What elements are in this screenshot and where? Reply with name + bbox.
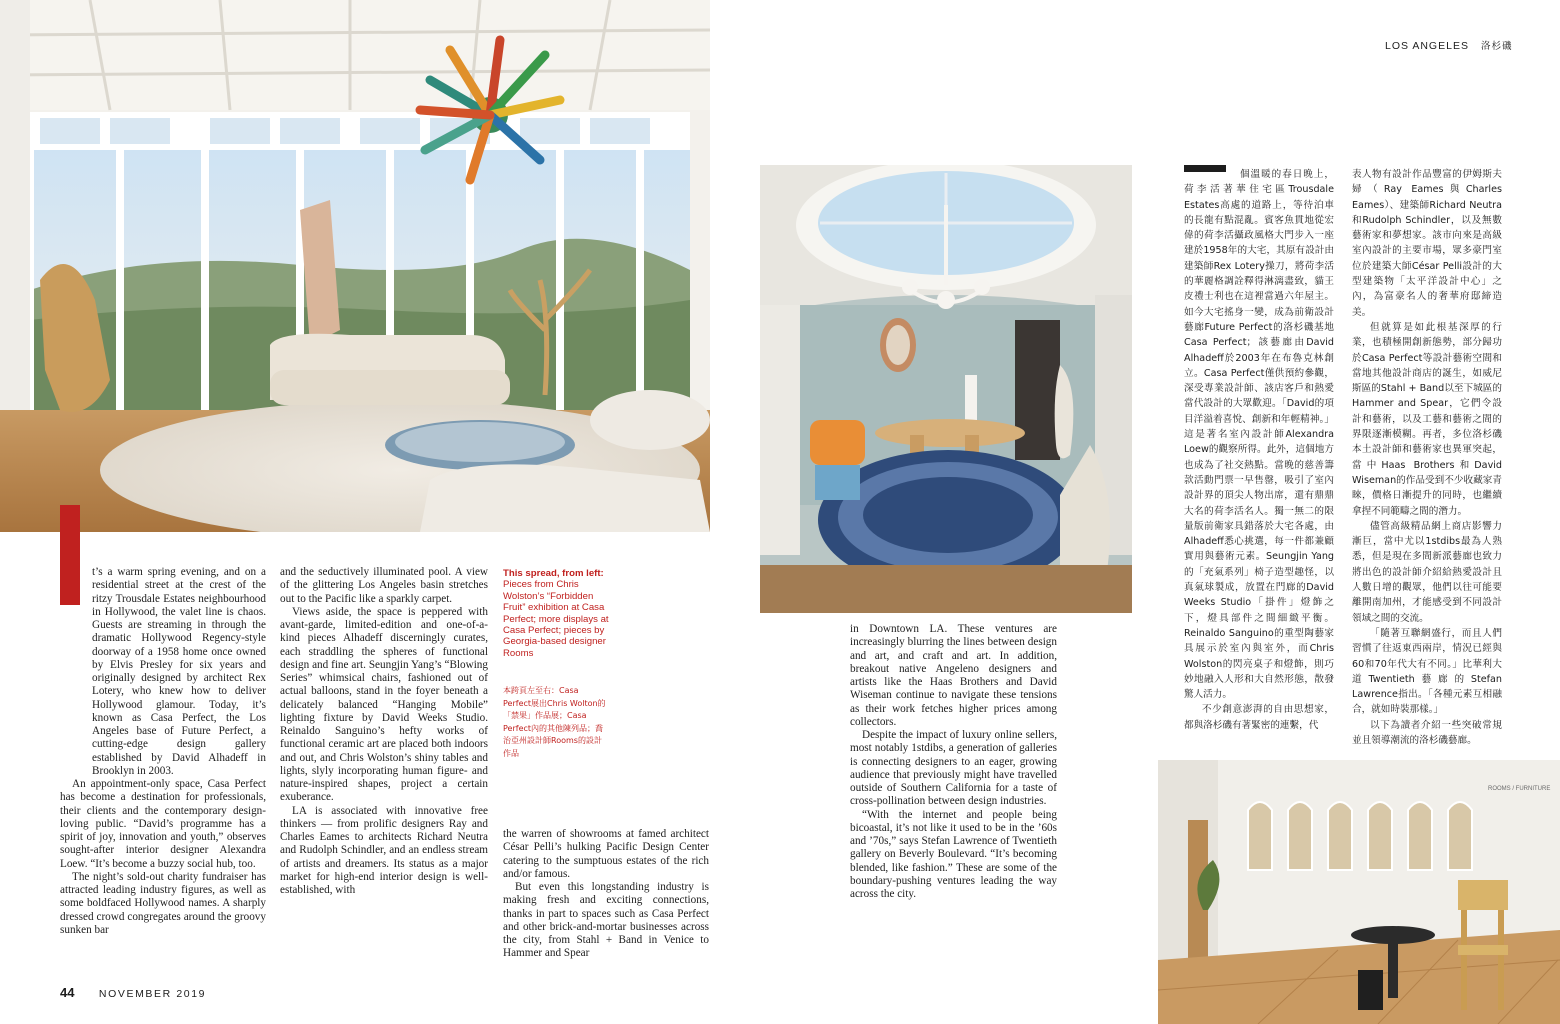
col1-first-para: t’s a warm spring evening, and on a residential street at the crest of the ritzy Trousdale Estates neighbourhood in Hollywood, the valet line is chaos. Guests are streaming in through the dramatic Hollywood Regency-style doorway of a 1958 home once owned by Elvis Presley for six years and originally designed by architect Rex Lotery, who knew how to deliver Hollywood glamour. Today, it’s known as Casa Perfect, the Los Angeles base of Future Perfect, a cutting-edge design gallery established by David Alhadeff in Brooklyn in 2003. xyxy=(92,566,266,777)
col4-para-2: Despite the impact of luxury online sellers, most notably 1stdibs, a generation of galleries is connecting designers to an eager, growing audience that previously might have travelled outside of Southern California for a taste of cross-pollination between design industries. xyxy=(850,729,1057,808)
col2-para-3: LA is associated with innovative free thinkers — from prolific designers Ray and Charles Eames to architects Richard Neutra and Rudolph Schindler, and an endless stream of artists and dreamers. Its status as a major market for high-end interior design is well-established, with xyxy=(280,804,488,896)
col1-para-2: An appointment-only space, Casa Perfect has become a destination for professionals, their clients and the contemporary design-loving public. “David’s programme has a spirit of joy, innovation and youth,” observes sought-after interior designer Alexandra Loew. “It’s become a buzzy social hub, too. xyxy=(60,778,266,870)
photo-caption-zh xyxy=(503,685,607,761)
zh-col1-para-2: 不少創意澎湃的自由思想家，都與洛杉磯有著緊密的連繫，代 xyxy=(1184,704,1334,731)
section-name-zh: 洛杉磯 xyxy=(1480,41,1513,52)
chinese-column-2 xyxy=(1352,167,1502,748)
article-column-2 xyxy=(280,566,488,897)
zh-col2-first-para: 表人物有設計作品豐富的伊姆斯夫婦（Ray Eames與Charles Eames）、建築師Richard Neutra和Rudolph Schindler，以及無數藝術家和夢想家。該市向來是高級室內設計的主要市場，眾多豪門室位於建築大師César Pelli設計的大型建築物「太平洋設計中心」之內，為富豪名人的奢華府邸締造美。 xyxy=(1352,169,1502,318)
chinese-column-1 xyxy=(1184,167,1334,733)
section-name: LOS ANGELES xyxy=(1385,40,1469,52)
rooms-gallery-photo xyxy=(1158,760,1560,1024)
photo-caption xyxy=(503,568,611,659)
living-room-photo xyxy=(0,0,710,532)
zh-col2-para-2: 但就算是如此根基深厚的行業，也積極開創新態勢，部分歸功於Casa Perfect等設計藝術空間和當地其他設計商店的誕生，如威尼斯區的Stahl + Band以至下城區的Hammer and Spear，它們令設計和藝術，以及工藝和藝術之間的界限逐漸模糊。再者，多位洛杉磯本土設計師和藝術家也異軍突起，當中Haas Brothers和David Wiseman的作品受到不少收藏家青睞，價格日漸提升的同時，也繼續拿捏不同範疇之間的潛力。 xyxy=(1352,321,1502,517)
zh-col2-para-5: 以下為讀者介紹一些突破常規並且領導潮流的洛杉磯藝廊。 xyxy=(1352,719,1502,746)
page-number: 44 xyxy=(60,985,75,1000)
col3-para-2: But even this longstanding industry is making fresh and exciting connections, thanks in part to spaces such as Casa Perfect and other brick-and-mortar businesses across the city, from Stahl + Band in Venice to Hammer and Spear xyxy=(503,881,709,960)
page-footer xyxy=(60,984,206,1002)
zh-col2-para-3: 儘管高級精品網上商店影響力漸巨，當中尤以1stdibs最為人熟悉，但是現在多間新派藝廊也致力將出色的設計師介紹給熱愛設計且人數日增的觀眾，他們以往可能要離開南加州，才能感受到不同設計領域之間的交流。 xyxy=(1352,520,1502,624)
caption-zh-text: 本跨頁左至右：Casa Perfect展出Chris Wolton的「禁果」作品展；Casa Perfect內的其他陳列品；喬治亞州設計師Rooms的設計作品 xyxy=(503,686,606,758)
casa-perfect-photo xyxy=(760,165,1132,613)
col3-first-para: the warren of showrooms at famed architect César Pelli’s hulking Pacific Design Center catering to the sumptuous estates of the rich and/or famous. xyxy=(503,828,709,880)
article-column-4 xyxy=(850,623,1057,901)
section-header xyxy=(1385,38,1513,52)
article-column-3 xyxy=(503,828,709,961)
col4-para-3: “With the internet and people being bicoastal, it’s not like it used to be in the ’60s and ’70s,” says Stefan Lawrence of Twentieth gallery on Beverly Boulevard. “It’s becoming blended, like fashion.” These are some of the boundary-pushing ventures leading the way across the city. xyxy=(850,808,1057,900)
caption-text: Pieces from Chris Wolston’s “Forbidden Fruit” exhibition at Casa Perfect; more displays at Casa Perfect; pieces by Georgia-based designer Rooms xyxy=(503,579,609,659)
gallery-sign: ROOMS / FURNITURE xyxy=(1488,786,1551,792)
col2-para-2: Views aside, the space is peppered with avant-garde, limited-edition and one-of-a-kind pieces Alhadeff discerningly curates, each straddling the spheres of functional design and fine art. Seungjin Yang’s “Blowing Series” whimsical chairs, fashioned out of actual balloons, stand in the foyer beneath a delicately balanced “Hanging Mobile” lighting fixture by David Weeks Studio. Reinaldo Sanguino’s hefty works of functional ceramic art are placed both indoors and out, and Chris Wolston’s shiny tables and lights, slyly incorporating human figure- and nature-inspired shapes, project a certain exuberance. xyxy=(280,605,488,804)
zh-col2-para-4: 「隨著互聯網盛行，而且人們習慣了往返東西兩岸，情況已經與60和70年代大有不同。」比華利大道Twentieth藝廊的Stefan Lawrence指出。「各種元素互相融合，就如時裝那樣。」 xyxy=(1352,627,1502,716)
issue-date: NOVEMBER 2019 xyxy=(98,988,207,1000)
col1-para-3: The night’s sold-out charity fundraiser has attracted leading industry figures, as well as some boldfaced Hollywood names. A sharply dressed crowd congregates around the groovy sunken bar xyxy=(60,870,266,936)
col2-first-para: and the seductively illuminated pool. A view of the glittering Los Angeles basin stretches out to the Pacific like a sparkly carpet. xyxy=(280,566,488,605)
zh-col1-first-para: 個溫暖的春日晚上，荷李活著華住宅區Trousdale Estates高處的道路上，等待泊車的長龍有點混亂。賓客魚貫地從宏偉的荷李活攝政風格大門步入一座建於1958年的大宅，其原有設計由建築師Rex Lotery操刀，將荷李活的華麗格調詮釋得淋漓盡致，貓王皮禮士利也在這裡當過六年屋主。如今大宅搖身一變，成為前衛設計藝廊Future Perfect的洛杉磯基地Casa Perfect；該藝廊由David Alhadeff於2003年在布魯克林創立。Casa Perfect僅供預約參觀，深受專業設計師、該店客戶和熱愛當代設計的大眾歡迎。「David的項目洋溢着喜悅、創新和年輕精神。」這是著名室內設計師Alexandra Loew的觀察所得。此外，這個地方也成為了社交熱點。當晚的慈善籌款活動門票一早售罄，吸引了室內設計界的頂尖人物出席，還有鼎鼎大名的荷李活名人。獨一無二的限量版前衛家具錯落於大宅各處，由Alhadeff悉心挑選，每一件都兼顧實用與藝術元素。Seungjin Yang的「充氣系列」椅子造型趣怪，以真氣球製成，放置在門廊的David Weeks Studio「掛件」燈飾之下，燈具部件之間細緻平衡。Reinaldo Sanguino的重型陶藝家具展示於室內與室外，而Chris Wolston的閃亮桌子和燈飾，則巧妙地融入人形和大自然形態，散發驚人活力。 xyxy=(1184,169,1334,701)
caption-lead: This spread, from left: xyxy=(503,568,604,579)
article-column-1 xyxy=(60,566,266,937)
col4-first-para: in Downtown LA. These ventures are increasingly blurring the lines between design and art, and craft and art. In addition, breakout native Angeleno designers and artists like the Haas Brothers and David Wiseman continue to navigate these tensions as their work fetches higher prices among collectors. xyxy=(850,623,1057,728)
